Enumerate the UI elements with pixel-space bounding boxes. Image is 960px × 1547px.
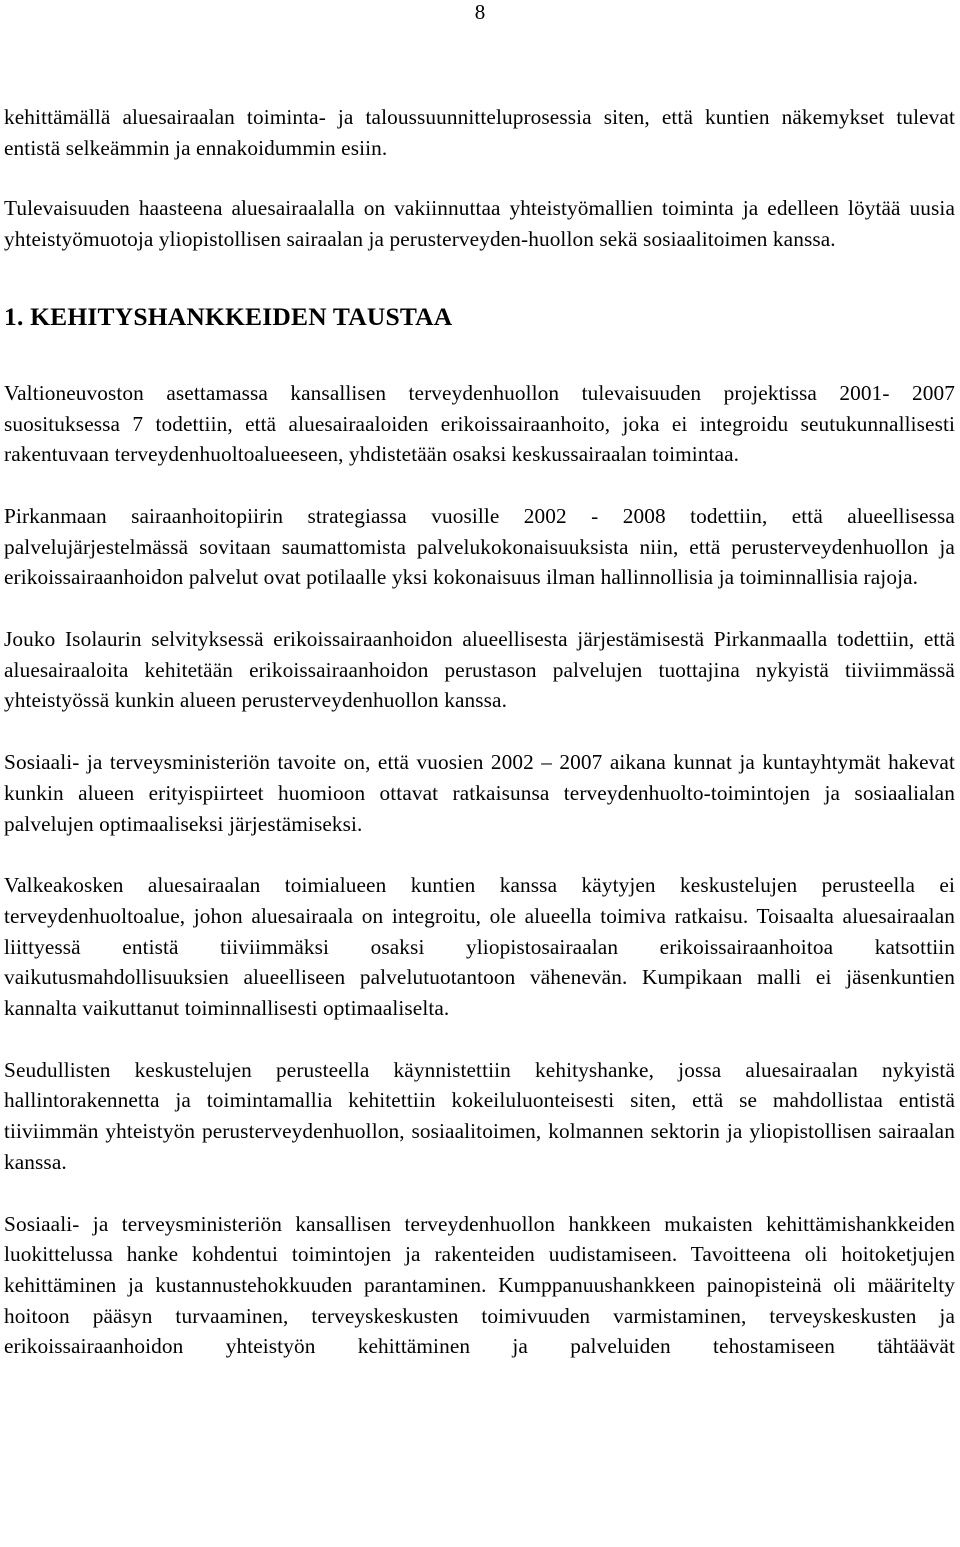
paragraph-section-1: Valtioneuvoston asettamassa kansallisen terveydenhuollon tulevaisuuden projektissa 2001- 2007 suosituksessa 7 todettiin, että aluesairaaloiden erikoissairaanhoito, joka ei integroidu seutukunnallisesti rakentuvaan terveydenhuoltoalueeseen, yhdistetään osaksi keskussairaalan toimintaa. bbox=[4, 380, 955, 467]
paragraph-section-6: Seudullisten keskustelujen perusteella käynnistettiin kehityshanke, jossa aluesairaalan nykyistä hallintorakennetta ja toimintamallia kehitettiin kokeiluluonteisesti siten, että se mahdollistaa entistä tiiviimmän yhteistyön perusterveydenhuollon, sosiaalitoimen, kolmannen sektorin ja yliopistollisen sairaalan kanssa. bbox=[4, 1057, 955, 1174]
page-number: 8 bbox=[474, 0, 486, 24]
paragraph-section-5: Valkeakosken aluesairaalan toimialueen kuntien kanssa käytyjen keskustelujen perusteella ei terveydenhuoltoalue, johon aluesairaala on integroitu, ole alueella toimiva ratkaisu. Toisaalta aluesairaalan liittyessä entistä tiiviimmäksi osaksi yliopistosairaalan erikoissairaanhoitoa katsottiin vaikutusmahdollisuuksien alueelliseen palvelutuotantoon vähenevän. Kumpikaan malli ei jäsenkuntien kannalta vaikuttanut toiminnallisesti optimaaliselta. bbox=[4, 873, 955, 1021]
paragraph-intro-1: kehittämällä aluesairaalan toiminta- ja taloussuunnitteluprosessia siten, että kuntien näkemykset tulevat entistä selkeämmin ja ennakoidummin esiin. bbox=[4, 105, 955, 160]
section-heading: 1. KEHITYSHANKKEIDEN TAUSTAA bbox=[4, 301, 453, 331]
paragraph-section-2: Pirkanmaan sairaanhoitopiirin strategiassa vuosille 2002 - 2008 todettiin, että alueellisessa palvelujärjestelmässä sovitaan saumattomista palvelukokonaisuuksista niin, että perusterveydenhuollon ja erikoissairaanhoidon palvelut ovat potilaalle yksi kokonaisuus ilman hallinnollisia ja toiminnallisia rajoja. bbox=[4, 503, 955, 590]
document-body bbox=[4, 102, 955, 1362]
paragraph-section-4: Sosiaali- ja terveysministeriön tavoite on, että vuosien 2002 – 2007 aikana kunnat ja kuntayhtymät hakevat kunkin alueen erityispiirteet huomioon ottavat ratkaisunsa terveydenhuolto-toimintojen ja sosiaalialan palvelujen optimaaliseksi järjestämiseksi. bbox=[4, 750, 955, 836]
paragraph-section-3: Jouko Isolaurin selvityksessä erikoissairaanhoidon alueellisesta järjestämisestä Pirkanmaalla todettiin, että aluesairaaloita kehitetään erikoissairaanhoidon perustason palvelujen tuottajina nykyistä tiiviimmässä yhteistyössä kunkin alueen perusterveydenhuollon kanssa. bbox=[4, 627, 955, 713]
paragraph-section-7: Sosiaali- ja terveysministeriön kansallisen terveydenhuollon hankkeen mukaisten kehittämishankkeiden luokittelussa hanke kohdentui toimintojen ja rakenteiden uudistamiseen. Tavoitteena oli hoitoketjujen kehittäminen ja kustannustehokkuuden parantaminen. Kumppanuushankkeen painopisteinä oli määritelty hoitoon pääsyn turvaaminen, terveyskeskusten toimivuuden varmistaminen, terveyskeskusten ja erikoissairaanhoidon yhteistyön kehittäminen ja palveluiden tehostamiseen tähtäävät bbox=[4, 1211, 955, 1359]
paragraph-intro-2: Tulevaisuuden haasteena aluesairaalalla on vakiinnuttaa yhteistyömallien toiminta ja edelleen löytää uusia yhteistyömuotoja yliopistollisen sairaalan ja perusterveyden-huollon sekä sosiaalitoimen kanssa. bbox=[4, 196, 955, 252]
